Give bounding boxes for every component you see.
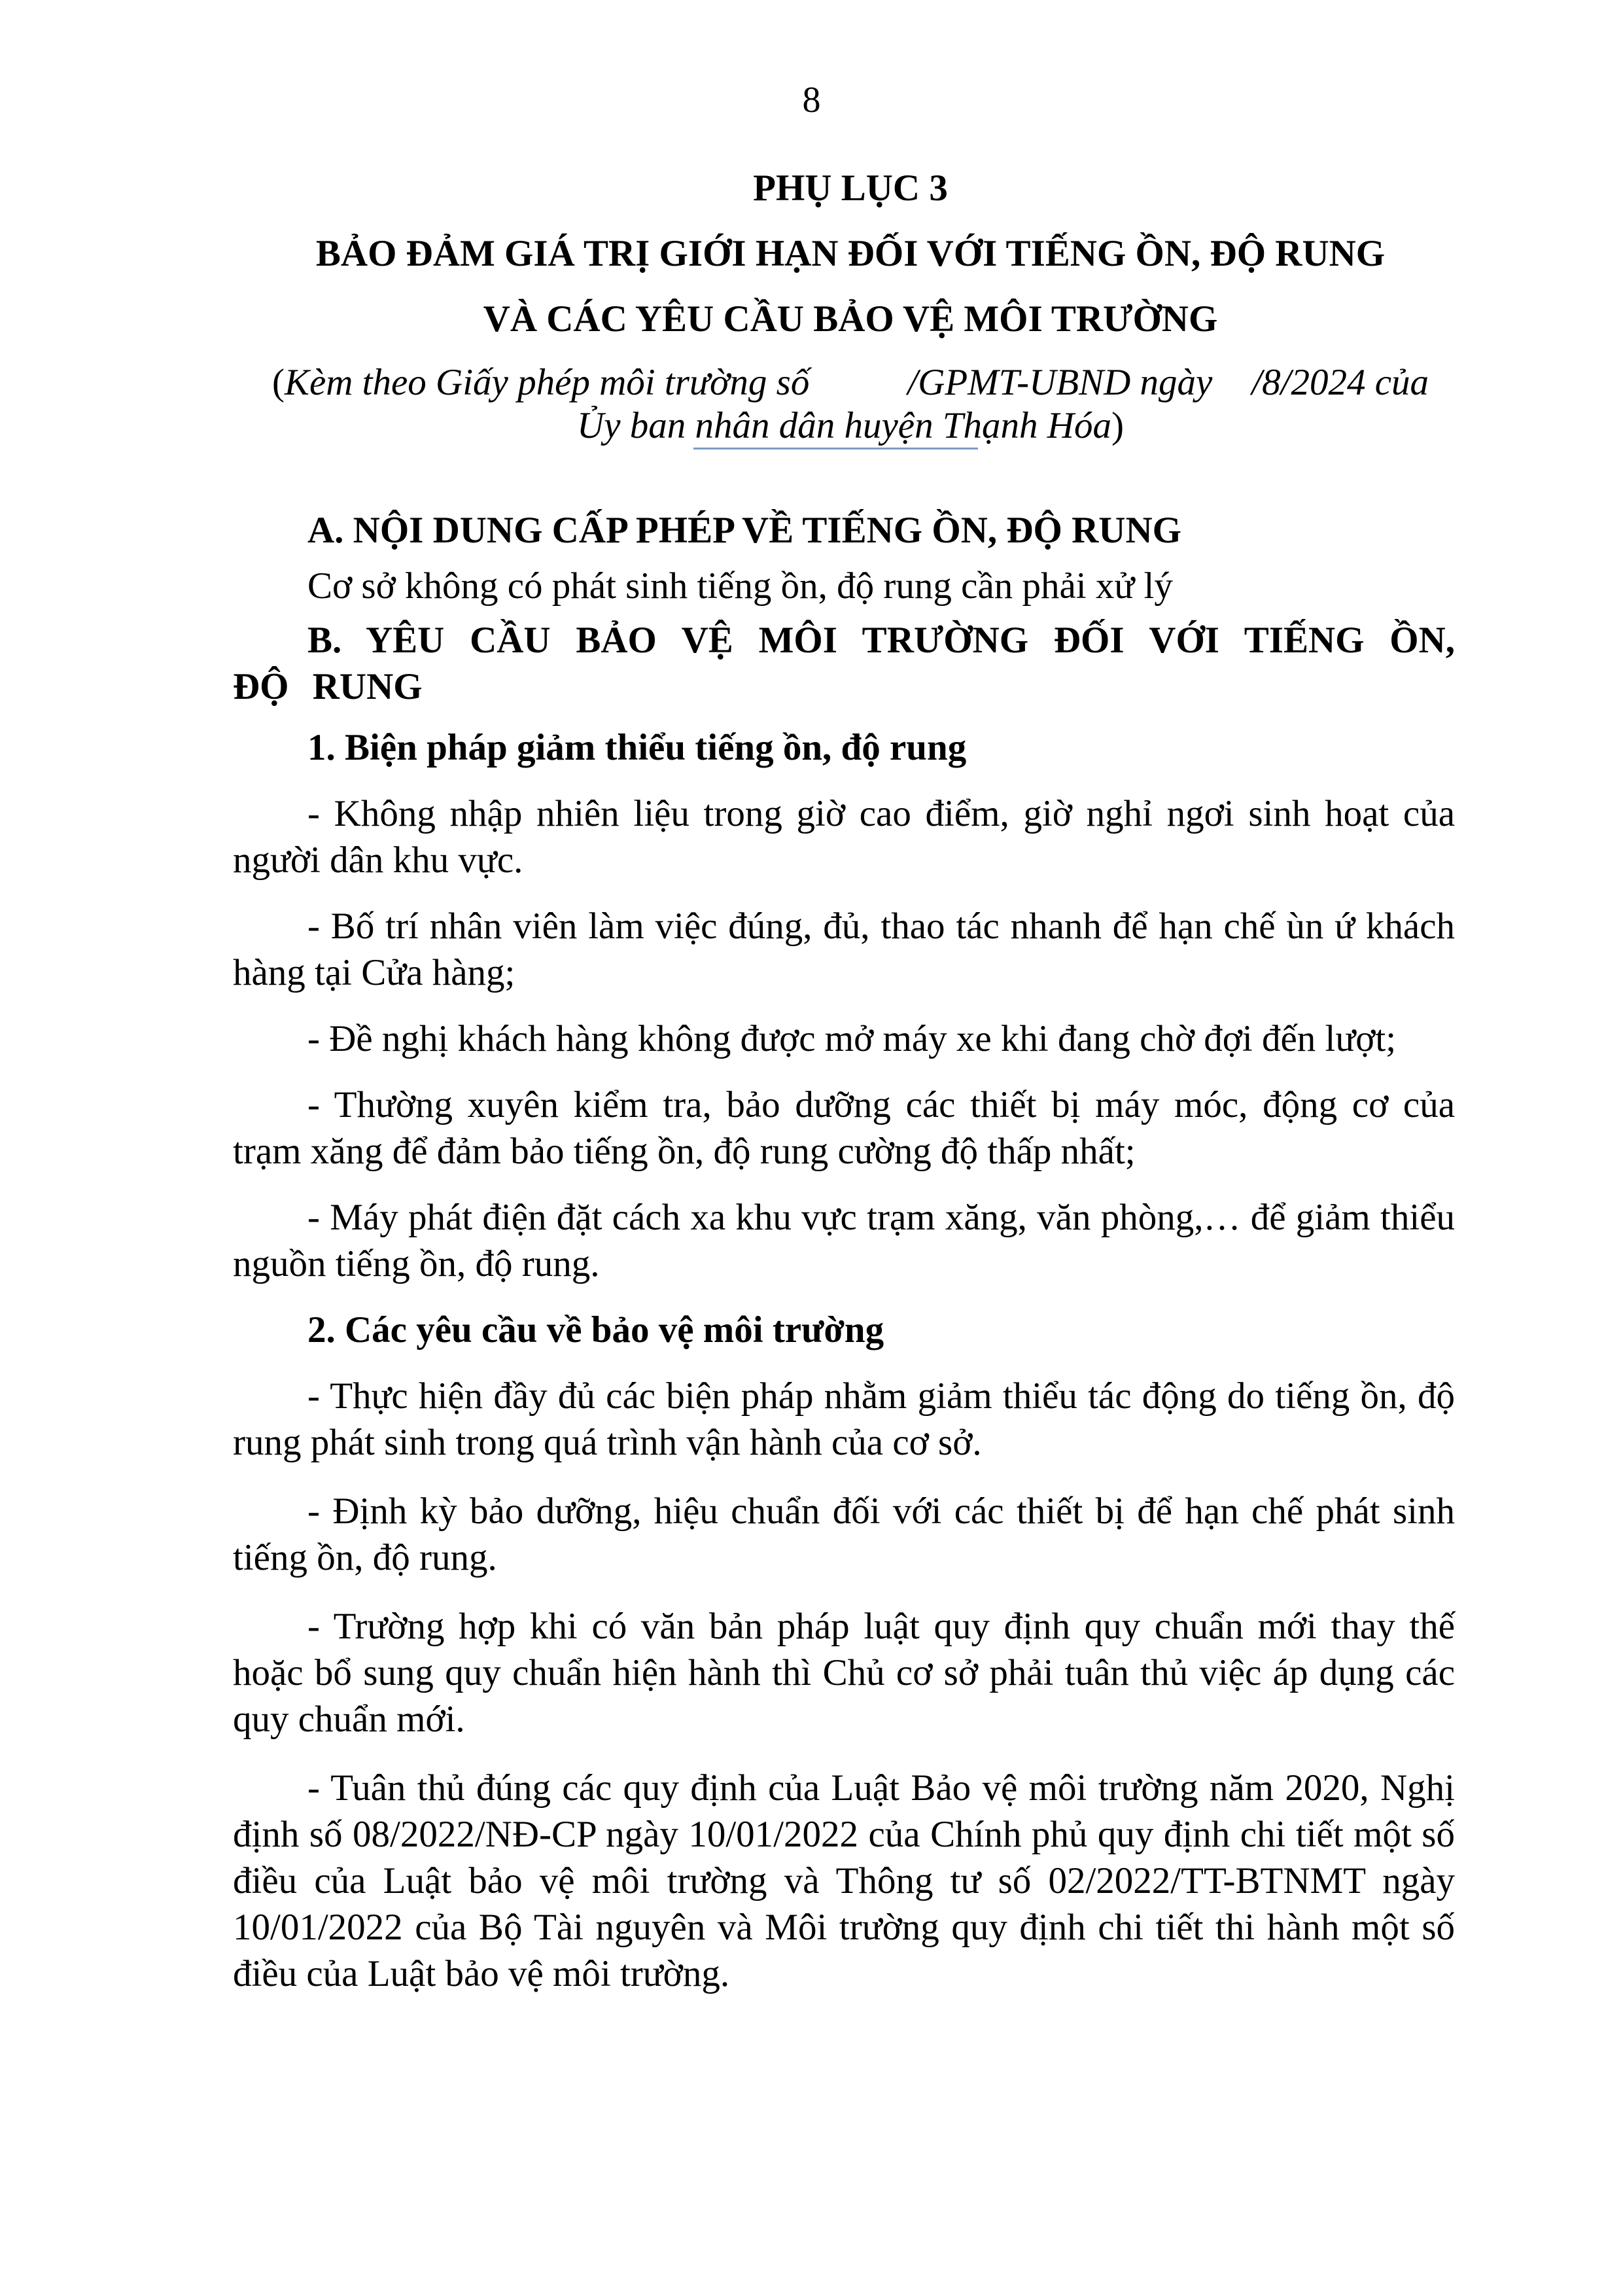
list-item: - Định kỳ bảo dưỡng, hiệu chuẩn đối với các thiết bị để hạn chế phát sinh tiếng ồn, độ rung.: [233, 1491, 1455, 1578]
reference-close-paren: ): [1111, 405, 1124, 446]
title-line-2: VÀ CÁC YÊU CẦU BẢO VỆ MÔI TRƯỜNG: [483, 298, 1218, 340]
section-a-text: Cơ sở không có phát sinh tiếng ồn, độ rung cần phải xử lý: [307, 565, 1173, 607]
document-body: [233, 507, 1455, 2019]
reference-date: /8/2024 của: [1251, 362, 1429, 403]
title-line-1: BẢO ĐẢM GIÁ TRỊ GIỚI HẠN ĐỐI VỚI TIẾNG ỒN, ĐỘ RUNG: [315, 233, 1386, 274]
reference-issuer: Ủy ban nhân dân huyện Thạnh Hóa: [577, 405, 1111, 446]
subsection-1-heading: 1. Biện pháp giảm thiểu tiếng ồn, độ rung: [307, 727, 967, 768]
reference-line-1: [236, 361, 1465, 404]
subsection-2-heading: 2. Các yêu cầu về bảo vệ môi trường: [307, 1309, 884, 1351]
list-item: - Thực hiện đầy đủ các biện pháp nhằm giảm thiểu tác động do tiếng ồn, độ rung phát sinh trong quá trình vận hành của cơ sở.: [233, 1375, 1455, 1463]
page-number: 8: [802, 80, 821, 120]
section-b-heading: B. YÊU CẦU BẢO VỆ MÔI TRƯỜNG ĐỐI VỚI TIẾNG ỒN, ĐỘ RUNG: [233, 620, 1455, 707]
reference-open-paren: (: [271, 362, 285, 403]
list-item: - Trường hợp khi có văn bản pháp luật quy định quy chuẩn mới thay thế hoặc bổ sung quy chuẩn hiện hành thì Chủ cơ sở phải tuân thủ việc áp dụng các quy chuẩn mới.: [233, 1606, 1455, 1740]
list-item: - Bố trí nhân viên làm việc đúng, đủ, thao tác nhanh để hạn chế ùn ứ khách hàng tại Cửa hàng;: [233, 906, 1455, 993]
reference-line-2: [236, 404, 1465, 448]
reference-permit-code: /GPMT-UBND ngày: [907, 362, 1213, 403]
list-item: - Đề nghị khách hàng không được mở máy xe khi đang chờ đợi đến lượt;: [307, 1018, 1397, 1059]
list-item: - Máy phát điện đặt cách xa khu vực trạm xăng, văn phòng,… để giảm thiểu nguồn tiếng ồn, độ rung.: [233, 1197, 1455, 1284]
reference-note: [236, 361, 1465, 448]
list-item: - Thường xuyên kiểm tra, bảo dưỡng các thiết bị máy móc, động cơ của trạm xăng để đảm bảo tiếng ồn, độ rung cường độ thấp nhất;: [233, 1084, 1455, 1172]
list-item: - Tuân thủ đúng các quy định của Luật Bảo vệ môi trường năm 2020, Nghị định số 08/2022/NĐ-CP ngày 10/01/2022 của Chính phủ quy định chi tiết một số điều của Luật bảo vệ môi trường và Thông tư số 02/2022/TT-BTNMT ngày 10/01/2022 của Bộ Tài nguyên và Môi trường quy định chi tiết thi hành một số điều của Luật bảo vệ môi trường.: [233, 1767, 1455, 1994]
header-divider: [693, 448, 978, 450]
reference-permit-text: Kèm theo Giấy phép môi trường số: [284, 362, 810, 403]
appendix-title: PHỤ LỤC 3: [753, 168, 948, 209]
document-header: [236, 156, 1465, 448]
list-item: - Không nhập nhiên liệu trong giờ cao điểm, giờ nghỉ ngơi sinh hoạt của người dân khu vực.: [233, 793, 1455, 881]
section-a-heading: A. NỘI DUNG CẤP PHÉP VỀ TIẾNG ỒN, ĐỘ RUNG: [307, 510, 1181, 551]
